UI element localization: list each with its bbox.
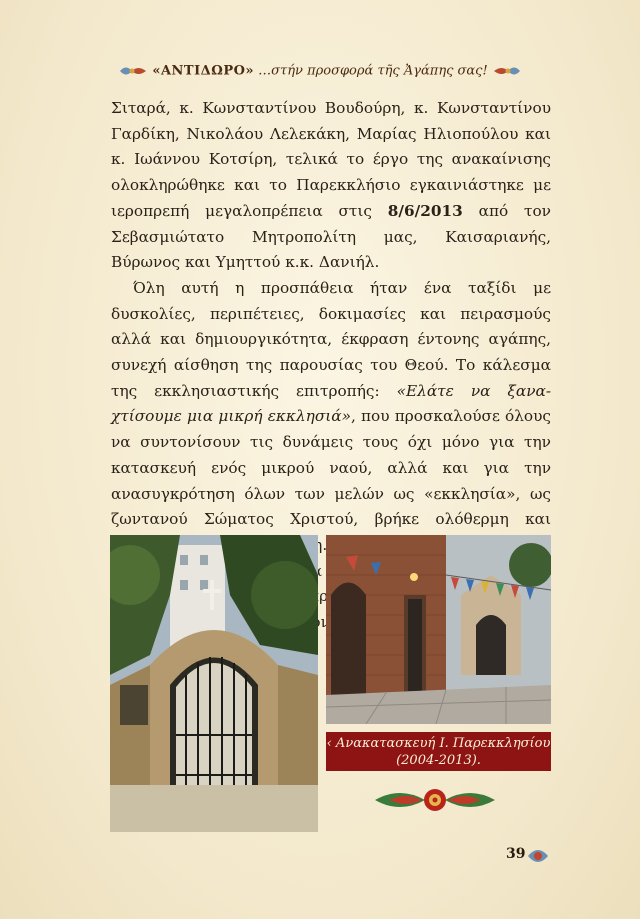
running-header	[0, 62, 640, 80]
paragraph-text: από τον Σεβασμιώτατο Μητροπολίτη μας, Καισαριανής, Βύρωνος και Υμηττού κ.κ. Δανιήλ.	[111, 201, 551, 272]
paragraph	[111, 96, 551, 276]
corner-ornament-icon	[526, 844, 550, 868]
magazine-title: «ΑΝΤΙΔΩΡΟ»	[152, 63, 255, 79]
paragraph-text: , που προσκαλούσε όλους να συντονίσουν τις δυνάμεις τους όχι μόνο για την κατασκευή ενός μικρού ναού, αλλά και για την ανασυγκρότηση όλων των μελών ως «εκκλησία», ως ζωντανού Σώματος Χριστού, βρήκε ολόθερμη και	[111, 407, 552, 529]
dedication-date: 8/6/2013	[387, 201, 463, 220]
photo-chapel-gate	[110, 535, 318, 832]
magazine-motto: …στήν προσφορά τῆς Ἀγάπης σας!	[254, 63, 488, 79]
paragraph-text: Σιταρά, κ. Κωνσταντίνου Βουδούρη, κ. Κωνσταντίνου Γαρδίκη, Νικολάου Λελεκάκη, Μαρίας Ηλιοπούλου και κ. Ιωάννου Κοτσίρη, τελικά το έργο της ανακαίνισης ολοκληρώθηκε και το Παρεκκλήσιο εγκαινιάστηκε με ιεροπρεπή μεγαλοπρέπεια στις	[111, 99, 551, 220]
photo-caption	[326, 732, 551, 771]
committee-quote: «Ελάτε να ξανα-χτίσουμε μια μικρή εκκλησιά»	[111, 381, 551, 426]
page-number: 39	[506, 846, 526, 862]
floral-ornament-icon	[118, 62, 148, 80]
floral-ornament-icon	[492, 62, 522, 80]
paragraph-text: Όλη αυτή η προσπάθεια ήταν ένα ταξίδι με δυσκολίες, περιπέτειες, δοκιμασίες και πειρασμούς αλλά και δημιουργικότητα, έκφραση έντονης αγάπης, συνεχή αίσθηση της παρουσίας του Θεού. Το κάλεσμα της εκκλησιαστικής επιτροπής:	[111, 278, 551, 400]
photo-chapel-courtyard	[326, 535, 551, 724]
caption-line: ‹ Ανακατασκευή Ι. Παρεκκλησίου	[326, 736, 551, 751]
floral-flourish-icon	[370, 784, 500, 816]
caption-line: (2004-2013).	[396, 753, 481, 768]
